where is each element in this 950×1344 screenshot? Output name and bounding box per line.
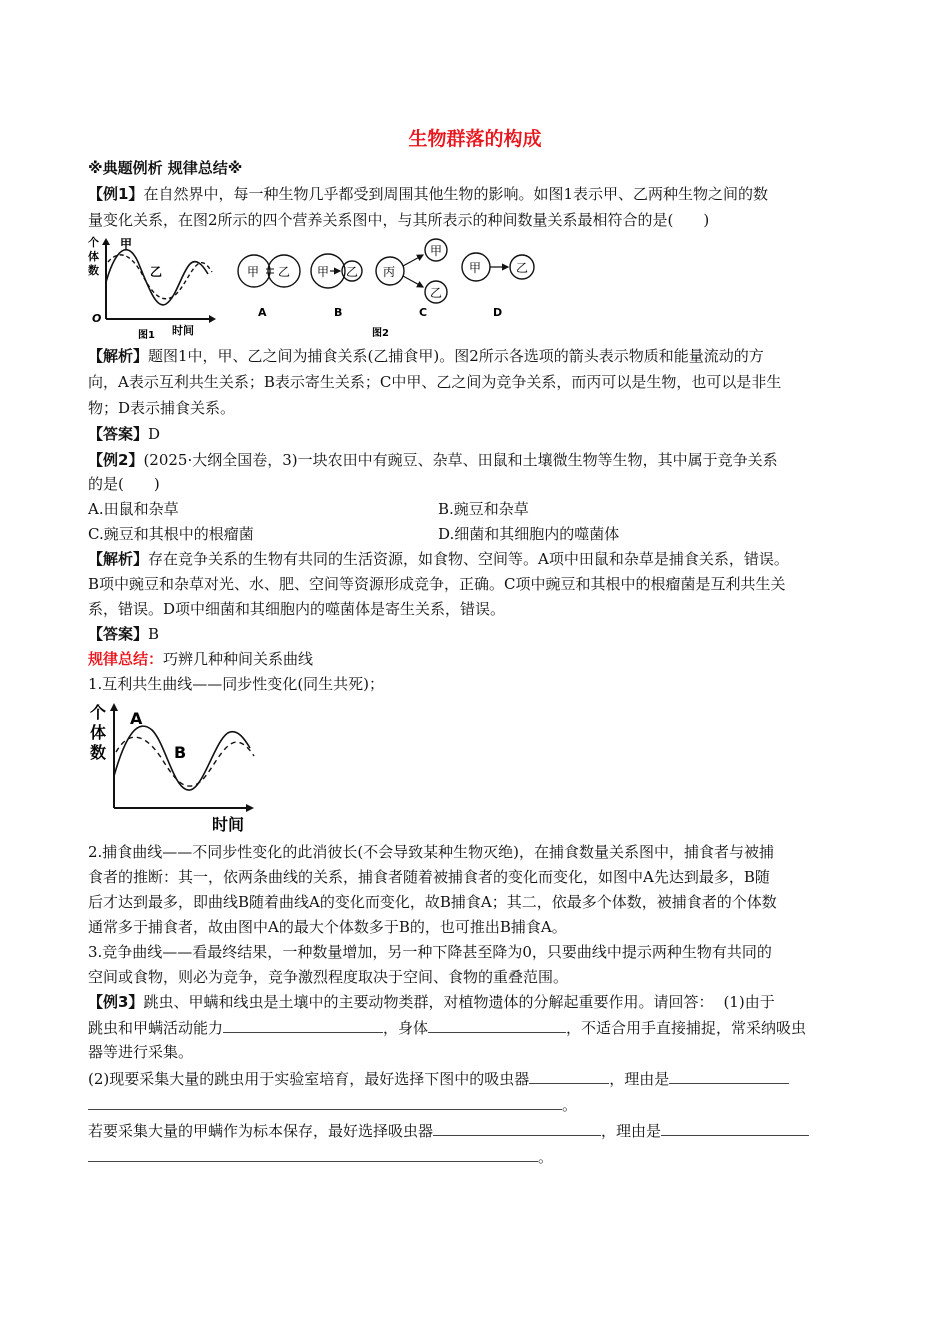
fig1-x-arrow (209, 315, 216, 323)
ex3-q6a-text: 若要采集大量的甲螨作为标本保存，最好选择吸虫器 (88, 1122, 434, 1140)
fig2-c-left: 丙 (383, 265, 396, 279)
fig2-b-left: 甲 (317, 265, 330, 279)
ex2-label: 【例2】 (88, 451, 144, 469)
ex1-question-line1 (88, 184, 768, 204)
ex3-question-line2 (88, 1017, 806, 1038)
mut-y-arrow (110, 703, 118, 711)
ex2-answer-value: B (148, 625, 160, 643)
ex1-analysis-line1 (88, 346, 764, 366)
ex3-q1b-text: (1)由于 (723, 993, 775, 1011)
ex3-blank-reason-2a[interactable] (661, 1120, 809, 1136)
ex3-q6b-text: ，理由是 (601, 1122, 662, 1140)
ex2-option-b: B.豌豆和杂草 (438, 500, 529, 518)
fig2-d-letter: D (493, 306, 503, 319)
rule-item-1: 1.互利共生曲线——同步性变化(同生共死)； (88, 675, 385, 693)
fig1-ylabel-1: 个 (88, 236, 99, 249)
fig2-c-top: 甲 (430, 244, 443, 258)
rule-label: 规律总结： (88, 650, 164, 668)
ex3-blank-reason-1a[interactable] (669, 1068, 789, 1084)
ex1-analysis-line3: 物；D表示捕食关系。 (88, 399, 236, 417)
ex1-answer (88, 424, 160, 444)
ex2-question-line1 (88, 450, 778, 470)
fig1-xlabel: 时间 (172, 324, 194, 337)
rule-item-2-line1: 2.捕食曲线——不同步性变化的此消彼长(不会导致某种生物灭绝)，在捕食数量关系图中，捕食者与被捕 (88, 843, 775, 861)
rule-summary-line (88, 649, 313, 669)
ex3-q2b-text: ，身体 (383, 1019, 429, 1037)
ex2-question-line2: 的是( ) (88, 475, 160, 493)
rule-item-2-line4: 通常多于捕食者，故由图中A的最大个体数多于B的，也可推出B捕食A。 (88, 918, 567, 936)
rule-item-2-line2: 食者的推断：其一，依两条曲线的关系，捕食者随着被捕食者的变化而变化，如图中A先达到最多，B随 (88, 868, 770, 886)
fig2-c-bottom: 乙 (430, 286, 443, 300)
fig2-a-right: 乙 (278, 265, 291, 279)
ex3-blank-body[interactable] (428, 1017, 566, 1033)
fig2-option-b (311, 254, 362, 319)
fig1-ylabel-3: 数 (88, 264, 99, 277)
ex3-q5-end: 。 (562, 1096, 578, 1114)
fig1-y-arrow (102, 238, 110, 245)
ex1-answer-value: D (148, 425, 161, 443)
fig1-yi-label: 乙 (150, 265, 163, 279)
ex1-answer-label: 【答案】 (88, 425, 149, 443)
ex2-option-d: D.细菌和其细胞内的噬菌体 (438, 525, 620, 543)
rule-item-3-line2: 空间或食物，则必为竞争，竞争激烈程度取决于空间、食物的重叠范围。 (88, 968, 569, 986)
ex3-blank-device-1[interactable] (529, 1068, 609, 1084)
ex2-analysis-label: 【解析】 (88, 550, 149, 568)
ex1-question-line2: 量变化关系，在图2所示的四个营养关系图中，与其所表示的种间数量关系最相符合的是( ) (88, 211, 710, 229)
ex2-option-c: C.豌豆和其根中的根瘤菌 (88, 525, 254, 543)
mut-ylabel-1: 个 (90, 703, 107, 722)
fig2-option-a (238, 255, 300, 319)
ex3-question-line7 (88, 1146, 553, 1167)
fig2-option-d (462, 253, 534, 319)
ex3-label: 【例3】 (88, 993, 144, 1011)
ex3-question-line5 (88, 1094, 577, 1115)
ex3-question-line6 (88, 1120, 809, 1141)
ex3-blank-activity[interactable] (223, 1017, 383, 1033)
fig1-jia-label: 甲 (120, 237, 133, 251)
fig2-option-c (376, 239, 447, 319)
ex2-analysis-line3: 系，错误。D项中细菌和其细胞内的噬菌体是寄生关系，错误。 (88, 600, 506, 618)
ex3-q4b-text: ，理由是 (609, 1070, 670, 1088)
fig2-b-letter: B (334, 306, 343, 319)
ex1-analysis-label: 【解析】 (88, 347, 149, 365)
rule-text: 巧辨几种种间关系曲线 (163, 650, 314, 668)
ex3-blank-reason-1b[interactable] (88, 1094, 562, 1110)
fig2-b-right: 乙 (346, 265, 359, 279)
rule-item-2-line3: 后才达到最多，即曲线B随着曲线A的变化而变化，故B捕食A；其二，依最多个体数，被捕食者的个体数 (88, 893, 777, 911)
mut-label-b: B (174, 743, 187, 762)
mut-xlabel: 时间 (212, 815, 245, 834)
rule-item-3-line1: 3.竞争曲线——看最终结果，一种数量增加，另一种下降甚至降为0，只要曲线中提示两种生物有共同的 (88, 943, 772, 961)
fig2-d-left: 甲 (469, 261, 482, 275)
fig1-origin: O (92, 312, 102, 325)
fig1-caption: 图1 (138, 330, 155, 340)
ex3-question-line3: 器等进行采集。 (88, 1043, 194, 1061)
mutualism-figure (86, 700, 266, 834)
figure-1 (86, 234, 221, 340)
ex3-blank-device-2[interactable] (433, 1120, 601, 1136)
ex2-answer (88, 624, 159, 644)
mut-label-a: A (130, 709, 143, 728)
ex3-q7-end: 。 (538, 1148, 554, 1166)
ex3-q1a-text: 跳虫、甲螨和线虫是土壤中的主要动物类群，对植物遗体的分解起重要作用。请回答： (143, 993, 714, 1011)
figure-2 (230, 236, 540, 342)
mut-x-arrow (246, 804, 254, 812)
mut-ylabel-3: 数 (90, 743, 107, 762)
fig2-c-letter: C (419, 306, 428, 319)
ex1-analysis-line2: 向，A表示互利共生关系；B表示寄生关系；C中甲、乙之间为竞争关系，而丙可以是生物，也可以是非生 (88, 373, 782, 391)
ex2-option-a: A.田鼠和杂草 (88, 500, 179, 518)
fig1-ylabel-2: 体 (88, 250, 99, 263)
ex1-q1-text: 在自然界中，每一种生物几乎都受到周围其他生物的影响。如图1表示甲、乙两种生物之间的数 (143, 185, 768, 203)
ex3-q2c-text: ，不适合用手直接捕捉，常采纳吸虫 (566, 1019, 807, 1037)
ex2-a1-text: 存在竞争关系的生物有共同的生活资源，如食物、空间等。A项中田鼠和杂草是捕食关系，错误。 (148, 550, 789, 568)
ex3-blank-reason-2b[interactable] (88, 1146, 538, 1162)
fig2-a-left: 甲 (247, 265, 260, 279)
ex3-question-line4 (88, 1068, 789, 1089)
section-heading: ※典题例析 规律总结※ (88, 159, 243, 177)
ex1-label: 【例1】 (88, 185, 144, 203)
ex2-q1-text: (2025·大纲全国卷，3)一块农田中有豌豆、杂草、田鼠和土壤微生物等生物，其中属于竞争关系 (143, 451, 778, 469)
mut-ylabel-2: 体 (90, 723, 107, 742)
ex2-analysis-line1 (88, 549, 789, 569)
page-title: 生物群落的构成 (408, 128, 542, 150)
fig2-caption: 图2 (372, 328, 389, 339)
ex3-q2a-text: 跳虫和甲螨活动能力 (88, 1019, 224, 1037)
ex2-analysis-line2: B项中豌豆和杂草对光、水、肥、空间等资源形成竞争，正确。C项中豌豆和其根中的根瘤菌是互利共生关 (88, 575, 786, 593)
fig2-a-letter: A (258, 306, 267, 319)
ex2-answer-label: 【答案】 (88, 625, 149, 643)
ex1-a1-text: 题图1中，甲、乙之间为捕食关系(乙捕食甲)。图2所示各选项的箭头表示物质和能量流动的方 (148, 347, 764, 365)
fig2-d-right: 乙 (516, 261, 529, 275)
ex3-question-line1 (88, 992, 775, 1012)
ex3-q4a-text: (2)现要采集大量的跳虫用于实验室培育，最好选择下图中的吸虫器 (88, 1070, 530, 1088)
